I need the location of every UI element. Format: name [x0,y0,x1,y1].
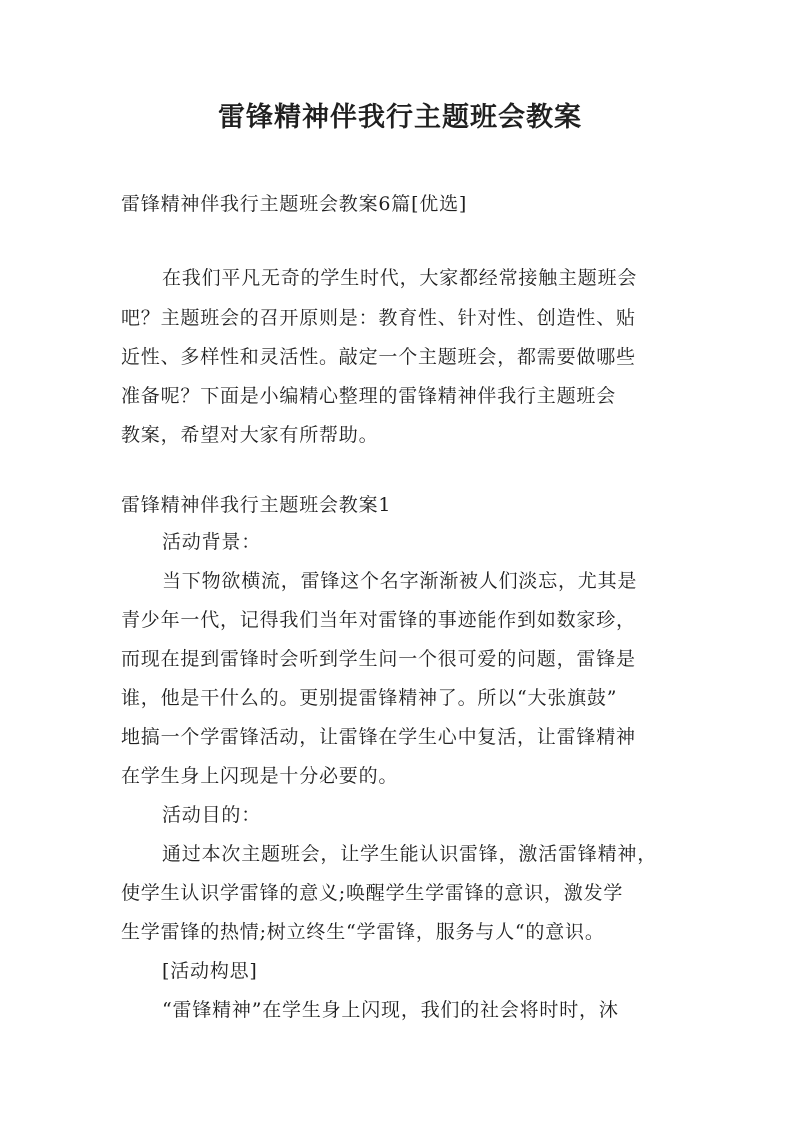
background-line: 谁，他是干什么的。更别提雷锋精神了。所以“大张旗鼓” [121,687,618,709]
intro-line: 在我们平凡无奇的学生时代，大家都经常接触主题班会 [162,267,638,289]
document-title: 雷锋精神伴我行主题班会教案 [218,102,582,133]
purpose-line: 通过本次主题班会，让学生能认识雷锋，激活雷锋精神， [162,843,658,865]
background-heading: 活动背景： [162,531,262,553]
intro-line: 准备呢？下面是小编精心整理的雷锋精神伴我行主题班会 [121,385,617,407]
concept-heading: [活动构思] [162,960,258,982]
section-heading: 雷锋精神伴我行主题班会教案1 [121,494,392,516]
purpose-heading: 活动目的： [162,804,262,826]
concept-line: “雷锋精神”在学生身上闪现，我们的社会将时时，沐 [162,999,619,1021]
intro-line: 教案，希望对大家有所帮助。 [121,424,379,446]
document-subtitle: 雷锋精神伴我行主题班会教案6篇[优选] [121,193,468,215]
purpose-line: 生学雷锋的热情;树立终生“学雷锋，服务与人“的意识。 [121,921,605,943]
background-line: 青少年一代，记得我们当年对雷锋的事迹能作到如数家珍， [121,609,636,631]
background-line: 在学生身上闪现是十分必要的。 [121,765,399,787]
intro-line: 近性、多样性和灵活性。敲定一个主题班会，都需要做哪些 [121,346,636,368]
background-line: 地搞一个学雷锋活动，让雷锋在学生心中复活，让雷锋精神 [121,726,636,748]
background-line: 而现在提到雷锋时会听到学生问一个很可爱的问题，雷锋是 [121,648,636,670]
purpose-line: 使学生认识学雷锋的意义;唤醒学生学雷锋的意识，激发学 [121,882,624,904]
intro-line: 吧？主题班会的召开原则是：教育性、针对性、创造性、贴 [121,307,636,329]
background-line: 当下物欲横流，雷锋这个名字渐渐被人们淡忘，尤其是 [162,570,638,592]
